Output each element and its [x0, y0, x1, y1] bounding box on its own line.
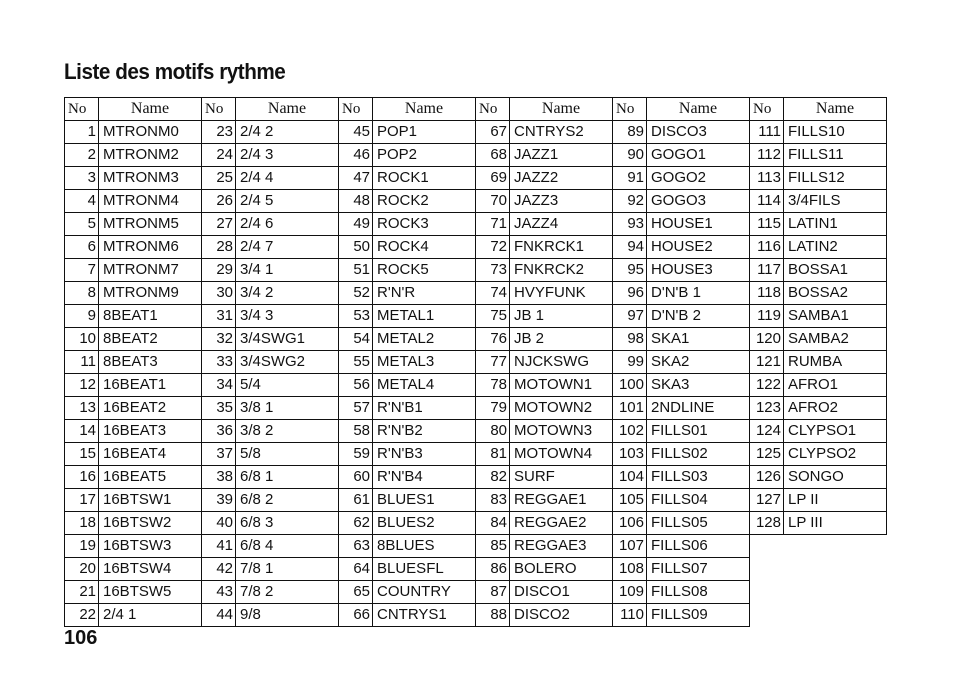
- pattern-name: R'N'B3: [373, 443, 476, 466]
- pattern-name: SKA3: [647, 374, 750, 397]
- pattern-number: 34: [202, 374, 236, 397]
- pattern-name: FNKRCK1: [510, 236, 613, 259]
- pattern-number: 49: [339, 213, 373, 236]
- pattern-name: 8BLUES: [373, 535, 476, 558]
- pattern-name: 3/4SWG1: [236, 328, 339, 351]
- pattern-number: 68: [476, 144, 510, 167]
- pattern-name: 16BEAT4: [99, 443, 202, 466]
- pattern-number: 40: [202, 512, 236, 535]
- pattern-number: 104: [613, 466, 647, 489]
- pattern-name: FILLS03: [647, 466, 750, 489]
- pattern-number: 29: [202, 259, 236, 282]
- pattern-number: 6: [65, 236, 99, 259]
- pattern-name: SURF: [510, 466, 613, 489]
- pattern-number: 2: [65, 144, 99, 167]
- pattern-number: 84: [476, 512, 510, 535]
- pattern-number: 4: [65, 190, 99, 213]
- pattern-name: MTRONM0: [99, 121, 202, 144]
- pattern-name: HOUSE3: [647, 259, 750, 282]
- rhythm-pattern-table: [64, 97, 887, 627]
- pattern-number: 71: [476, 213, 510, 236]
- pattern-number: 82: [476, 466, 510, 489]
- pattern-number: 67: [476, 121, 510, 144]
- pattern-number: 123: [750, 397, 784, 420]
- pattern-number: 75: [476, 305, 510, 328]
- pattern-name: R'N'R: [373, 282, 476, 305]
- pattern-name: METAL1: [373, 305, 476, 328]
- table-row: [65, 466, 887, 489]
- table-row: [65, 190, 887, 213]
- pattern-name: METAL3: [373, 351, 476, 374]
- pattern-name: 6/8 3: [236, 512, 339, 535]
- pattern-name: R'N'B1: [373, 397, 476, 420]
- pattern-number: 58: [339, 420, 373, 443]
- pattern-name: BLUESFL: [373, 558, 476, 581]
- pattern-name: DISCO1: [510, 581, 613, 604]
- pattern-name: SAMBA1: [784, 305, 887, 328]
- pattern-number: 28: [202, 236, 236, 259]
- pattern-number: 87: [476, 581, 510, 604]
- pattern-name: METAL4: [373, 374, 476, 397]
- pattern-number: 43: [202, 581, 236, 604]
- pattern-name: 6/8 1: [236, 466, 339, 489]
- pattern-number: 112: [750, 144, 784, 167]
- pattern-number: 64: [339, 558, 373, 581]
- table-row: [65, 351, 887, 374]
- pattern-number: 33: [202, 351, 236, 374]
- pattern-number: 73: [476, 259, 510, 282]
- table-row: [65, 121, 887, 144]
- column-header-no: No: [750, 98, 784, 121]
- pattern-name: 3/4FILS: [784, 190, 887, 213]
- column-header-no: No: [613, 98, 647, 121]
- pattern-name: BOSSA2: [784, 282, 887, 305]
- pattern-number: 81: [476, 443, 510, 466]
- pattern-number: 25: [202, 167, 236, 190]
- pattern-name: BLUES2: [373, 512, 476, 535]
- pattern-name: MOTOWN1: [510, 374, 613, 397]
- pattern-name: COUNTRY: [373, 581, 476, 604]
- pattern-number: 32: [202, 328, 236, 351]
- pattern-name: 3/8 1: [236, 397, 339, 420]
- pattern-number: 24: [202, 144, 236, 167]
- pattern-number: 121: [750, 351, 784, 374]
- pattern-number: 63: [339, 535, 373, 558]
- pattern-number: 69: [476, 167, 510, 190]
- pattern-number: 13: [65, 397, 99, 420]
- pattern-number: 80: [476, 420, 510, 443]
- pattern-name: GOGO1: [647, 144, 750, 167]
- table-row: [65, 259, 887, 282]
- pattern-name: HOUSE1: [647, 213, 750, 236]
- pattern-name: 6/8 2: [236, 489, 339, 512]
- pattern-number: 52: [339, 282, 373, 305]
- pattern-number: 14: [65, 420, 99, 443]
- pattern-number: 88: [476, 604, 510, 627]
- table-row: [65, 581, 887, 604]
- page-number: 106: [64, 627, 98, 649]
- pattern-name: METAL2: [373, 328, 476, 351]
- pattern-name: JB 1: [510, 305, 613, 328]
- pattern-name: 2/4 1: [99, 604, 202, 627]
- pattern-name: REGGAE1: [510, 489, 613, 512]
- pattern-name: POP2: [373, 144, 476, 167]
- pattern-name: FILLS04: [647, 489, 750, 512]
- pattern-number: 89: [613, 121, 647, 144]
- pattern-name: SKA2: [647, 351, 750, 374]
- pattern-name: BOLERO: [510, 558, 613, 581]
- empty-cell: [750, 581, 887, 604]
- pattern-name: FILLS09: [647, 604, 750, 627]
- table-row: [65, 144, 887, 167]
- pattern-name: FILLS10: [784, 121, 887, 144]
- pattern-number: 85: [476, 535, 510, 558]
- pattern-number: 37: [202, 443, 236, 466]
- pattern-number: 70: [476, 190, 510, 213]
- pattern-number: 45: [339, 121, 373, 144]
- pattern-name: 16BTSW2: [99, 512, 202, 535]
- pattern-number: 103: [613, 443, 647, 466]
- page-title: Liste des motifs rythme: [64, 59, 286, 84]
- pattern-number: 48: [339, 190, 373, 213]
- table-row: [65, 420, 887, 443]
- pattern-name: MOTOWN2: [510, 397, 613, 420]
- pattern-name: AFRO2: [784, 397, 887, 420]
- table-row: [65, 489, 887, 512]
- pattern-name: LP III: [784, 512, 887, 535]
- pattern-number: 55: [339, 351, 373, 374]
- table-row: [65, 512, 887, 535]
- table-row: [65, 167, 887, 190]
- pattern-name: BOSSA1: [784, 259, 887, 282]
- pattern-number: 57: [339, 397, 373, 420]
- pattern-number: 39: [202, 489, 236, 512]
- empty-cell: [750, 604, 887, 627]
- pattern-name: 16BEAT3: [99, 420, 202, 443]
- pattern-number: 78: [476, 374, 510, 397]
- pattern-number: 110: [613, 604, 647, 627]
- pattern-number: 17: [65, 489, 99, 512]
- pattern-number: 26: [202, 190, 236, 213]
- pattern-name: LP II: [784, 489, 887, 512]
- column-header-name: Name: [99, 98, 202, 121]
- pattern-name: MOTOWN4: [510, 443, 613, 466]
- pattern-number: 79: [476, 397, 510, 420]
- pattern-number: 100: [613, 374, 647, 397]
- table-row: [65, 397, 887, 420]
- column-header-name: Name: [647, 98, 750, 121]
- pattern-name: MTRONM4: [99, 190, 202, 213]
- pattern-name: 16BTSW4: [99, 558, 202, 581]
- pattern-number: 56: [339, 374, 373, 397]
- pattern-name: 7/8 1: [236, 558, 339, 581]
- pattern-number: 102: [613, 420, 647, 443]
- pattern-name: D'N'B 2: [647, 305, 750, 328]
- pattern-number: 65: [339, 581, 373, 604]
- pattern-name: MTRONM7: [99, 259, 202, 282]
- pattern-number: 50: [339, 236, 373, 259]
- pattern-number: 109: [613, 581, 647, 604]
- pattern-number: 30: [202, 282, 236, 305]
- pattern-number: 18: [65, 512, 99, 535]
- pattern-name: 9/8: [236, 604, 339, 627]
- pattern-number: 96: [613, 282, 647, 305]
- pattern-number: 125: [750, 443, 784, 466]
- pattern-number: 66: [339, 604, 373, 627]
- pattern-name: ROCK4: [373, 236, 476, 259]
- pattern-number: 86: [476, 558, 510, 581]
- pattern-number: 94: [613, 236, 647, 259]
- table-row: [65, 374, 887, 397]
- pattern-name: 16BEAT1: [99, 374, 202, 397]
- empty-cell: [750, 535, 887, 558]
- pattern-number: 60: [339, 466, 373, 489]
- pattern-name: MTRONM2: [99, 144, 202, 167]
- pattern-name: R'N'B4: [373, 466, 476, 489]
- pattern-name: 5/8: [236, 443, 339, 466]
- pattern-number: 115: [750, 213, 784, 236]
- pattern-number: 127: [750, 489, 784, 512]
- pattern-name: ROCK2: [373, 190, 476, 213]
- column-header-no: No: [476, 98, 510, 121]
- pattern-name: 16BTSW3: [99, 535, 202, 558]
- pattern-number: 119: [750, 305, 784, 328]
- pattern-number: 97: [613, 305, 647, 328]
- pattern-number: 122: [750, 374, 784, 397]
- pattern-name: 6/8 4: [236, 535, 339, 558]
- column-header-no: No: [202, 98, 236, 121]
- table-row: [65, 213, 887, 236]
- column-header-name: Name: [510, 98, 613, 121]
- pattern-name: 16BEAT5: [99, 466, 202, 489]
- pattern-number: 10: [65, 328, 99, 351]
- pattern-number: 41: [202, 535, 236, 558]
- column-header-no: No: [339, 98, 373, 121]
- column-header-name: Name: [373, 98, 476, 121]
- pattern-number: 99: [613, 351, 647, 374]
- pattern-number: 98: [613, 328, 647, 351]
- pattern-name: 2/4 2: [236, 121, 339, 144]
- pattern-number: 118: [750, 282, 784, 305]
- table-row: [65, 535, 887, 558]
- pattern-name: 16BEAT2: [99, 397, 202, 420]
- pattern-name: JAZZ4: [510, 213, 613, 236]
- pattern-name: REGGAE2: [510, 512, 613, 535]
- pattern-name: REGGAE3: [510, 535, 613, 558]
- pattern-name: JB 2: [510, 328, 613, 351]
- pattern-number: 105: [613, 489, 647, 512]
- pattern-name: FILLS06: [647, 535, 750, 558]
- table-row: [65, 305, 887, 328]
- pattern-number: 116: [750, 236, 784, 259]
- pattern-name: FILLS11: [784, 144, 887, 167]
- pattern-number: 31: [202, 305, 236, 328]
- pattern-number: 35: [202, 397, 236, 420]
- pattern-number: 77: [476, 351, 510, 374]
- pattern-number: 9: [65, 305, 99, 328]
- pattern-name: D'N'B 1: [647, 282, 750, 305]
- pattern-name: 2/4 4: [236, 167, 339, 190]
- pattern-number: 47: [339, 167, 373, 190]
- pattern-name: LATIN2: [784, 236, 887, 259]
- table-row: [65, 328, 887, 351]
- pattern-name: 2/4 3: [236, 144, 339, 167]
- pattern-number: 92: [613, 190, 647, 213]
- pattern-name: ROCK5: [373, 259, 476, 282]
- pattern-number: 42: [202, 558, 236, 581]
- pattern-name: GOGO2: [647, 167, 750, 190]
- pattern-name: SAMBA2: [784, 328, 887, 351]
- pattern-name: RUMBA: [784, 351, 887, 374]
- pattern-name: MTRONM5: [99, 213, 202, 236]
- pattern-number: 107: [613, 535, 647, 558]
- column-header-name: Name: [784, 98, 887, 121]
- pattern-name: 7/8 2: [236, 581, 339, 604]
- pattern-number: 128: [750, 512, 784, 535]
- pattern-name: JAZZ1: [510, 144, 613, 167]
- table-row: [65, 282, 887, 305]
- pattern-number: 38: [202, 466, 236, 489]
- pattern-name: FILLS08: [647, 581, 750, 604]
- pattern-name: 2/4 5: [236, 190, 339, 213]
- pattern-name: 8BEAT3: [99, 351, 202, 374]
- pattern-number: 36: [202, 420, 236, 443]
- pattern-name: MTRONM6: [99, 236, 202, 259]
- pattern-name: DISCO2: [510, 604, 613, 627]
- pattern-number: 51: [339, 259, 373, 282]
- pattern-name: 8BEAT1: [99, 305, 202, 328]
- pattern-number: 101: [613, 397, 647, 420]
- pattern-name: FILLS12: [784, 167, 887, 190]
- pattern-name: MTRONM3: [99, 167, 202, 190]
- pattern-number: 20: [65, 558, 99, 581]
- pattern-number: 23: [202, 121, 236, 144]
- pattern-name: ROCK1: [373, 167, 476, 190]
- pattern-name: MTRONM9: [99, 282, 202, 305]
- pattern-number: 114: [750, 190, 784, 213]
- empty-cell: [750, 558, 887, 581]
- pattern-number: 46: [339, 144, 373, 167]
- pattern-name: 2/4 7: [236, 236, 339, 259]
- pattern-number: 59: [339, 443, 373, 466]
- pattern-name: FILLS02: [647, 443, 750, 466]
- pattern-number: 16: [65, 466, 99, 489]
- pattern-name: JAZZ2: [510, 167, 613, 190]
- pattern-name: POP1: [373, 121, 476, 144]
- pattern-name: 3/4 1: [236, 259, 339, 282]
- pattern-name: FILLS07: [647, 558, 750, 581]
- pattern-number: 126: [750, 466, 784, 489]
- pattern-number: 21: [65, 581, 99, 604]
- pattern-name: R'N'B2: [373, 420, 476, 443]
- pattern-number: 124: [750, 420, 784, 443]
- pattern-number: 74: [476, 282, 510, 305]
- pattern-name: 3/4SWG2: [236, 351, 339, 374]
- pattern-name: JAZZ3: [510, 190, 613, 213]
- pattern-name: FNKRCK2: [510, 259, 613, 282]
- pattern-number: 22: [65, 604, 99, 627]
- pattern-name: SONGO: [784, 466, 887, 489]
- pattern-name: NJCKSWG: [510, 351, 613, 374]
- table-row: [65, 443, 887, 466]
- pattern-number: 53: [339, 305, 373, 328]
- pattern-number: 108: [613, 558, 647, 581]
- pattern-number: 1: [65, 121, 99, 144]
- pattern-number: 76: [476, 328, 510, 351]
- pattern-number: 44: [202, 604, 236, 627]
- pattern-number: 120: [750, 328, 784, 351]
- pattern-name: GOGO3: [647, 190, 750, 213]
- pattern-number: 106: [613, 512, 647, 535]
- table-row: [65, 236, 887, 259]
- pattern-name: DISCO3: [647, 121, 750, 144]
- pattern-number: 15: [65, 443, 99, 466]
- pattern-name: 16BTSW5: [99, 581, 202, 604]
- pattern-number: 12: [65, 374, 99, 397]
- pattern-number: 11: [65, 351, 99, 374]
- pattern-name: SKA1: [647, 328, 750, 351]
- pattern-name: FILLS05: [647, 512, 750, 535]
- table-header-row: [65, 98, 887, 121]
- pattern-number: 91: [613, 167, 647, 190]
- pattern-number: 61: [339, 489, 373, 512]
- pattern-number: 7: [65, 259, 99, 282]
- pattern-number: 62: [339, 512, 373, 535]
- pattern-name: 3/4 2: [236, 282, 339, 305]
- pattern-number: 3: [65, 167, 99, 190]
- column-header-name: Name: [236, 98, 339, 121]
- pattern-name: FILLS01: [647, 420, 750, 443]
- pattern-name: CLYPSO2: [784, 443, 887, 466]
- pattern-number: 8: [65, 282, 99, 305]
- pattern-name: AFRO1: [784, 374, 887, 397]
- pattern-number: 111: [750, 121, 784, 144]
- pattern-number: 90: [613, 144, 647, 167]
- pattern-name: CLYPSO1: [784, 420, 887, 443]
- pattern-number: 93: [613, 213, 647, 236]
- column-header-no: No: [65, 98, 99, 121]
- pattern-number: 113: [750, 167, 784, 190]
- pattern-number: 5: [65, 213, 99, 236]
- pattern-name: ROCK3: [373, 213, 476, 236]
- pattern-name: CNTRYS2: [510, 121, 613, 144]
- pattern-name: HOUSE2: [647, 236, 750, 259]
- pattern-name: 16BTSW1: [99, 489, 202, 512]
- pattern-name: BLUES1: [373, 489, 476, 512]
- pattern-name: 8BEAT2: [99, 328, 202, 351]
- pattern-name: 2NDLINE: [647, 397, 750, 420]
- pattern-number: 19: [65, 535, 99, 558]
- pattern-name: HVYFUNK: [510, 282, 613, 305]
- pattern-name: 5/4: [236, 374, 339, 397]
- pattern-name: 2/4 6: [236, 213, 339, 236]
- pattern-name: 3/4 3: [236, 305, 339, 328]
- pattern-number: 95: [613, 259, 647, 282]
- table-row: [65, 558, 887, 581]
- pattern-name: CNTRYS1: [373, 604, 476, 627]
- pattern-number: 83: [476, 489, 510, 512]
- pattern-name: MOTOWN3: [510, 420, 613, 443]
- pattern-number: 117: [750, 259, 784, 282]
- pattern-number: 27: [202, 213, 236, 236]
- pattern-number: 72: [476, 236, 510, 259]
- pattern-number: 54: [339, 328, 373, 351]
- pattern-name: LATIN1: [784, 213, 887, 236]
- table-row: [65, 604, 887, 627]
- pattern-name: 3/8 2: [236, 420, 339, 443]
